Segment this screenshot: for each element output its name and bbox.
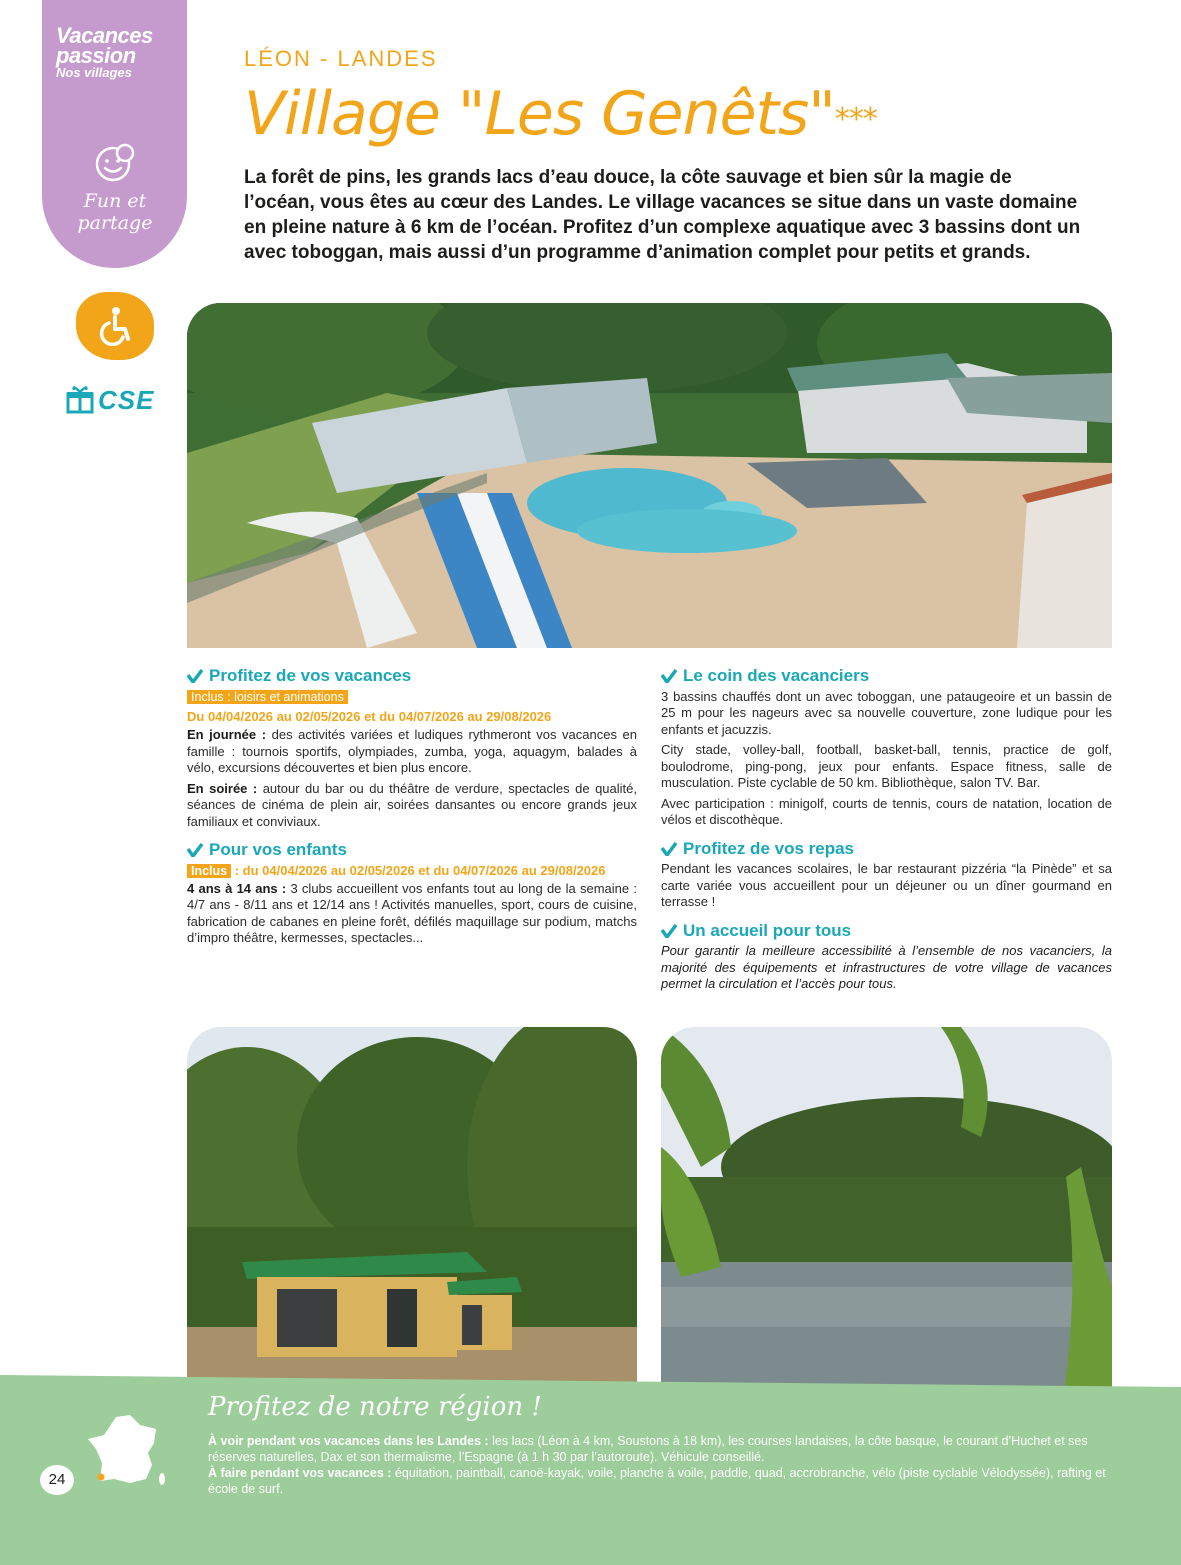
footer-text [208, 1433, 1118, 1497]
check-icon [661, 669, 677, 683]
paragraph: Pendant les vacances scolaires, le bar restaurant pizzéria “la Pinède” et sa carte variée vous accueillent pour un déjeuner ou un dîner gourmand en terrasse ! [661, 861, 1112, 909]
paragraph: Pour garantir la meilleure accessibilité à l’ensemble de nos vacanciers, la majorité des équipements et infrastructures de votre village de vacances permet la circulation et l’accès pour tous. [661, 943, 1112, 991]
accessibility-badge [76, 292, 154, 360]
date-range: Du 04/04/2026 au 02/05/2026 et du 04/07/2026 au 29/08/2026 [187, 709, 552, 724]
pool-complex-photo [187, 303, 1112, 648]
brand-logo [56, 23, 181, 80]
section-title [187, 842, 637, 859]
brand-line-1: Vacances [56, 23, 153, 48]
star-rating: *** [834, 102, 877, 137]
chalet-photo [187, 1027, 637, 1412]
section-title-text: Le coin des vacanciers [683, 666, 870, 685]
check-icon [661, 842, 677, 856]
wheelchair-icon [95, 306, 135, 346]
lead: En journée : [187, 727, 267, 742]
check-icon [187, 843, 203, 857]
lead: 4 ans à 14 ans : [187, 880, 287, 896]
title-text: Village "Les Genêts" [244, 79, 835, 149]
france-map-icon [86, 1413, 168, 1495]
cse-label: CSE [98, 385, 155, 415]
brand-line-2: passion [56, 43, 136, 68]
paragraph: Avec participation : minigolf, courts de tennis, cours de natation, location de vélos et discothèque. [661, 795, 1112, 827]
included-tag: Inclus [187, 864, 231, 878]
date-range-text: : du 04/04/2026 au 02/05/2026 et du 04/07/2026 au 29/08/2026 [231, 862, 606, 878]
right-column [661, 668, 1112, 997]
footer-paragraph [208, 1433, 1118, 1465]
section-title-text: Un accueil pour tous [683, 920, 852, 940]
left-column [187, 668, 637, 951]
intro-text: La forêt de pins, les grands lacs d’eau douce, la côte sauvage et bien sûr la magie de l’océan, vous êtes au cœur des Landes. Le village vacances se situe dans un vaste domaine en pleine nature à 6 km de l’océan. Profitez d’un complexe aquatique avec 3 bassins dont un avec toboggan, mais aussi d’un programme d’animation complet pour petits et grands. [244, 167, 1081, 263]
check-icon [661, 924, 677, 938]
section-title [187, 668, 637, 685]
section-title [661, 838, 1112, 858]
page-title [244, 78, 877, 150]
paragraph [187, 727, 637, 777]
paragraph-text: 3 clubs accueillent vos enfants tout au long de la semaine : 4/7 ans - 8/11 ans et 12/14 ans ! Activités manuelles, sport, cours de cuisine, fabrication de cabanes en pleine forêt, défilés maquillage sur podium, matchs d’impro théâtre, kermesses, spectacles... [187, 880, 637, 945]
section-title-text: Pour vos enfants [209, 840, 347, 859]
paragraph: City stade, volley-ball, football, basket-ball, tennis, practice de golf, boulodrome, ping-pong, jeux pour enfants. Espace fitness, salle de musculation. Piste cyclable de 50 km. Bibliothèque, salon TV. Bar. [661, 742, 1112, 790]
gift-icon [66, 384, 94, 414]
theme-label: Fun et partage [77, 190, 153, 234]
section-title-text: Profitez de vos repas [683, 838, 855, 858]
paragraph-text: équitation, paintball, canoë-kayak, voile, planche à voile, paddle, quad, accrobranche, vélo (piste cyclable Vélodyssée), rafting et école de surf. [208, 1466, 1106, 1496]
paragraph [187, 781, 637, 831]
paragraph [187, 881, 637, 947]
paragraph-text: les lacs (Léon à 4 km, Soustons à 18 km), les courses landaises, la côte basque, le courant d’Huchet et ses réserves naturelles, Dax et son thermalisme, l’Espagne (à 1 h 30 par l’autoroute). Véhicule conseillé. [208, 1434, 1088, 1464]
page-number: 24 [40, 1465, 74, 1495]
region-label: LÉON - LANDES [244, 46, 438, 71]
footer-title: Profitez de notre région ! [208, 1392, 542, 1422]
brand-line-3: Nos villages [56, 65, 132, 80]
paragraph-text: des activités variées et ludiques rythmeront vos vacances en famille : tournois sportifs, olympiades, zumba, yoga, aquagym, balades à vélo, excursions découvertes et bien plus encore. [187, 727, 638, 775]
cse-badge [66, 384, 158, 418]
lead: En soirée : [187, 780, 258, 796]
section-title-text: Profitez de vos vacances [209, 666, 412, 685]
smiley-icon [94, 142, 136, 184]
check-icon [187, 669, 203, 683]
date-range [187, 863, 637, 878]
footer-paragraph [208, 1465, 1118, 1497]
lake-photo [661, 1027, 1112, 1412]
lead: À voir pendant vos vacances dans les Landes : [208, 1434, 489, 1448]
paragraph: 3 bassins chauffés dont un avec toboggan, une pataugeoire et un bassin de 25 m pour les nageurs avec sa nouvelle couverture, zone ludique pour les enfants et jacuzzis. [661, 688, 1112, 737]
paragraph-text: autour du bar ou du théâtre de verdure, spectacles de qualité, séances de cinéma de plein air, soirées dansantes ou encore grands jeux familiaux et conviviaux. [187, 780, 637, 829]
lead: À faire pendant vos vacances : [208, 1466, 392, 1480]
section-title [661, 668, 1112, 685]
section-title [661, 920, 1112, 940]
included-tag: Inclus : loisirs et animations [187, 690, 348, 704]
